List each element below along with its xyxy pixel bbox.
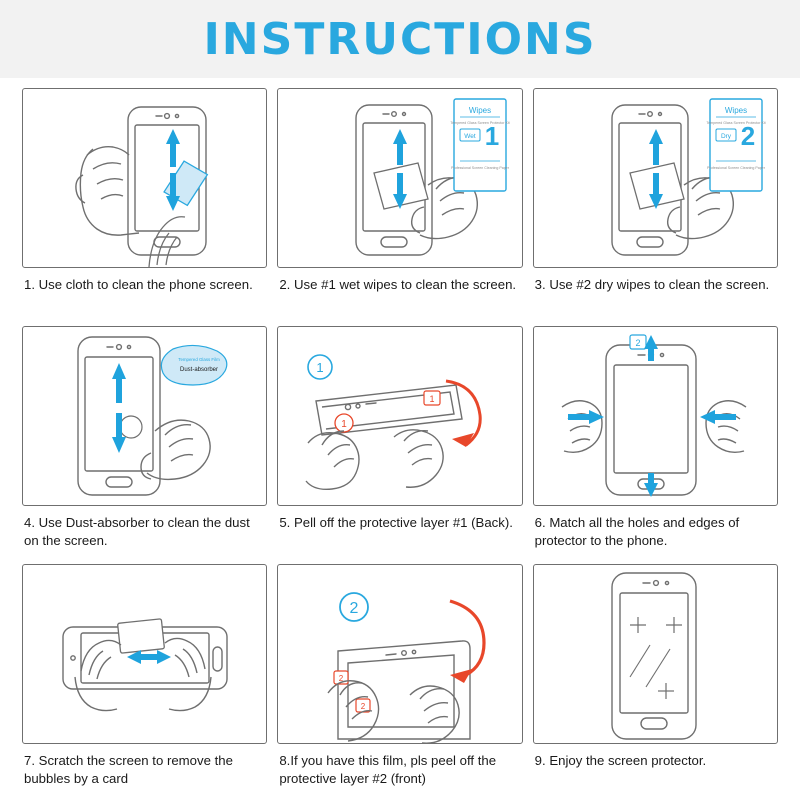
header-banner [0, 0, 800, 78]
tab-label-2 [630, 335, 646, 349]
step-8-illustration [277, 564, 522, 744]
svg-text:1: 1 [429, 394, 435, 404]
step-marker-1 [308, 355, 332, 379]
step-3-illustration [533, 88, 778, 268]
dust-absorber-label [161, 345, 226, 385]
step-3 [533, 88, 778, 324]
step-1-illustration [22, 88, 267, 268]
step-4 [22, 326, 267, 562]
step-9 [533, 564, 778, 800]
step-5 [277, 326, 522, 562]
svg-text:Wet: Wet [464, 133, 477, 140]
svg-text:2: 2 [361, 702, 366, 711]
svg-text:Dust-absorber: Dust-absorber [179, 367, 219, 373]
svg-text:Wipes: Wipes [724, 106, 747, 115]
step-6-caption: 6. Match all the holes and edges of protector to the phone. [534, 515, 740, 548]
steps-grid [0, 78, 800, 800]
svg-text:2: 2 [339, 674, 344, 683]
step-1-caption: 1. Use cloth to clean the phone screen. [24, 277, 253, 292]
motion-arrow [112, 363, 126, 453]
wipe-packet-dry [706, 99, 765, 191]
page-title: INSTRUCTIONS [203, 13, 597, 65]
step-4-caption: 4. Use Dust-absorber to clean the dust on the screen. [24, 515, 250, 548]
step-2-illustration [277, 88, 522, 268]
svg-text:1: 1 [485, 121, 500, 151]
step-8 [277, 564, 522, 800]
step-7-caption: 7. Scratch the screen to remove the bubbles by a card [24, 753, 233, 786]
step-6-illustration [533, 326, 778, 506]
svg-text:Tempered Glass Screen Protecto: Tempered Glass Screen Protector Kit [450, 121, 510, 125]
svg-text:Tempered Glass Screen Protecto: Tempered Glass Screen Protector Kit [705, 121, 766, 125]
tab-label-1-corner [424, 391, 440, 405]
svg-text:2: 2 [349, 600, 359, 617]
wipe-packet-wet [451, 99, 510, 191]
svg-text:1: 1 [341, 419, 348, 430]
step-2 [277, 88, 522, 324]
step-2-caption: 2. Use #1 wet wipes to clean the screen. [279, 277, 517, 292]
svg-text:Tempered Glass Film: Tempered Glass Film [178, 357, 220, 362]
step-7-illustration [22, 564, 267, 744]
step-9-caption: 9. Enjoy the screen protector. [534, 753, 707, 768]
step-3-caption: 3. Use #2 dry wipes to clean the screen. [534, 277, 770, 292]
svg-text:1: 1 [316, 360, 324, 375]
step-5-illustration [277, 326, 522, 506]
svg-text:Wipes: Wipes [469, 106, 492, 115]
step-6 [533, 326, 778, 562]
step-marker-2 [340, 593, 368, 621]
tab-label-1-inner [335, 414, 353, 432]
svg-text:Dry: Dry [720, 133, 731, 140]
step-7 [22, 564, 267, 800]
svg-text:2: 2 [740, 121, 755, 151]
step-8-caption: 8.If you have this film, pls peel off the protective layer #2 (front) [279, 753, 497, 786]
svg-text:Professional Screen Cleaning P: Professional Screen Cleaning Paper [451, 166, 510, 170]
sparkle-icon [630, 617, 682, 699]
step-5-caption: 5. Pell off the protective layer #1 (Back). [279, 515, 513, 530]
step-4-illustration [22, 326, 267, 506]
step-1 [22, 88, 267, 324]
step-9-illustration [533, 564, 778, 744]
svg-text:2: 2 [635, 338, 641, 348]
svg-text:Professional Screen Cleaning P: Professional Screen Cleaning Paper [706, 166, 765, 170]
